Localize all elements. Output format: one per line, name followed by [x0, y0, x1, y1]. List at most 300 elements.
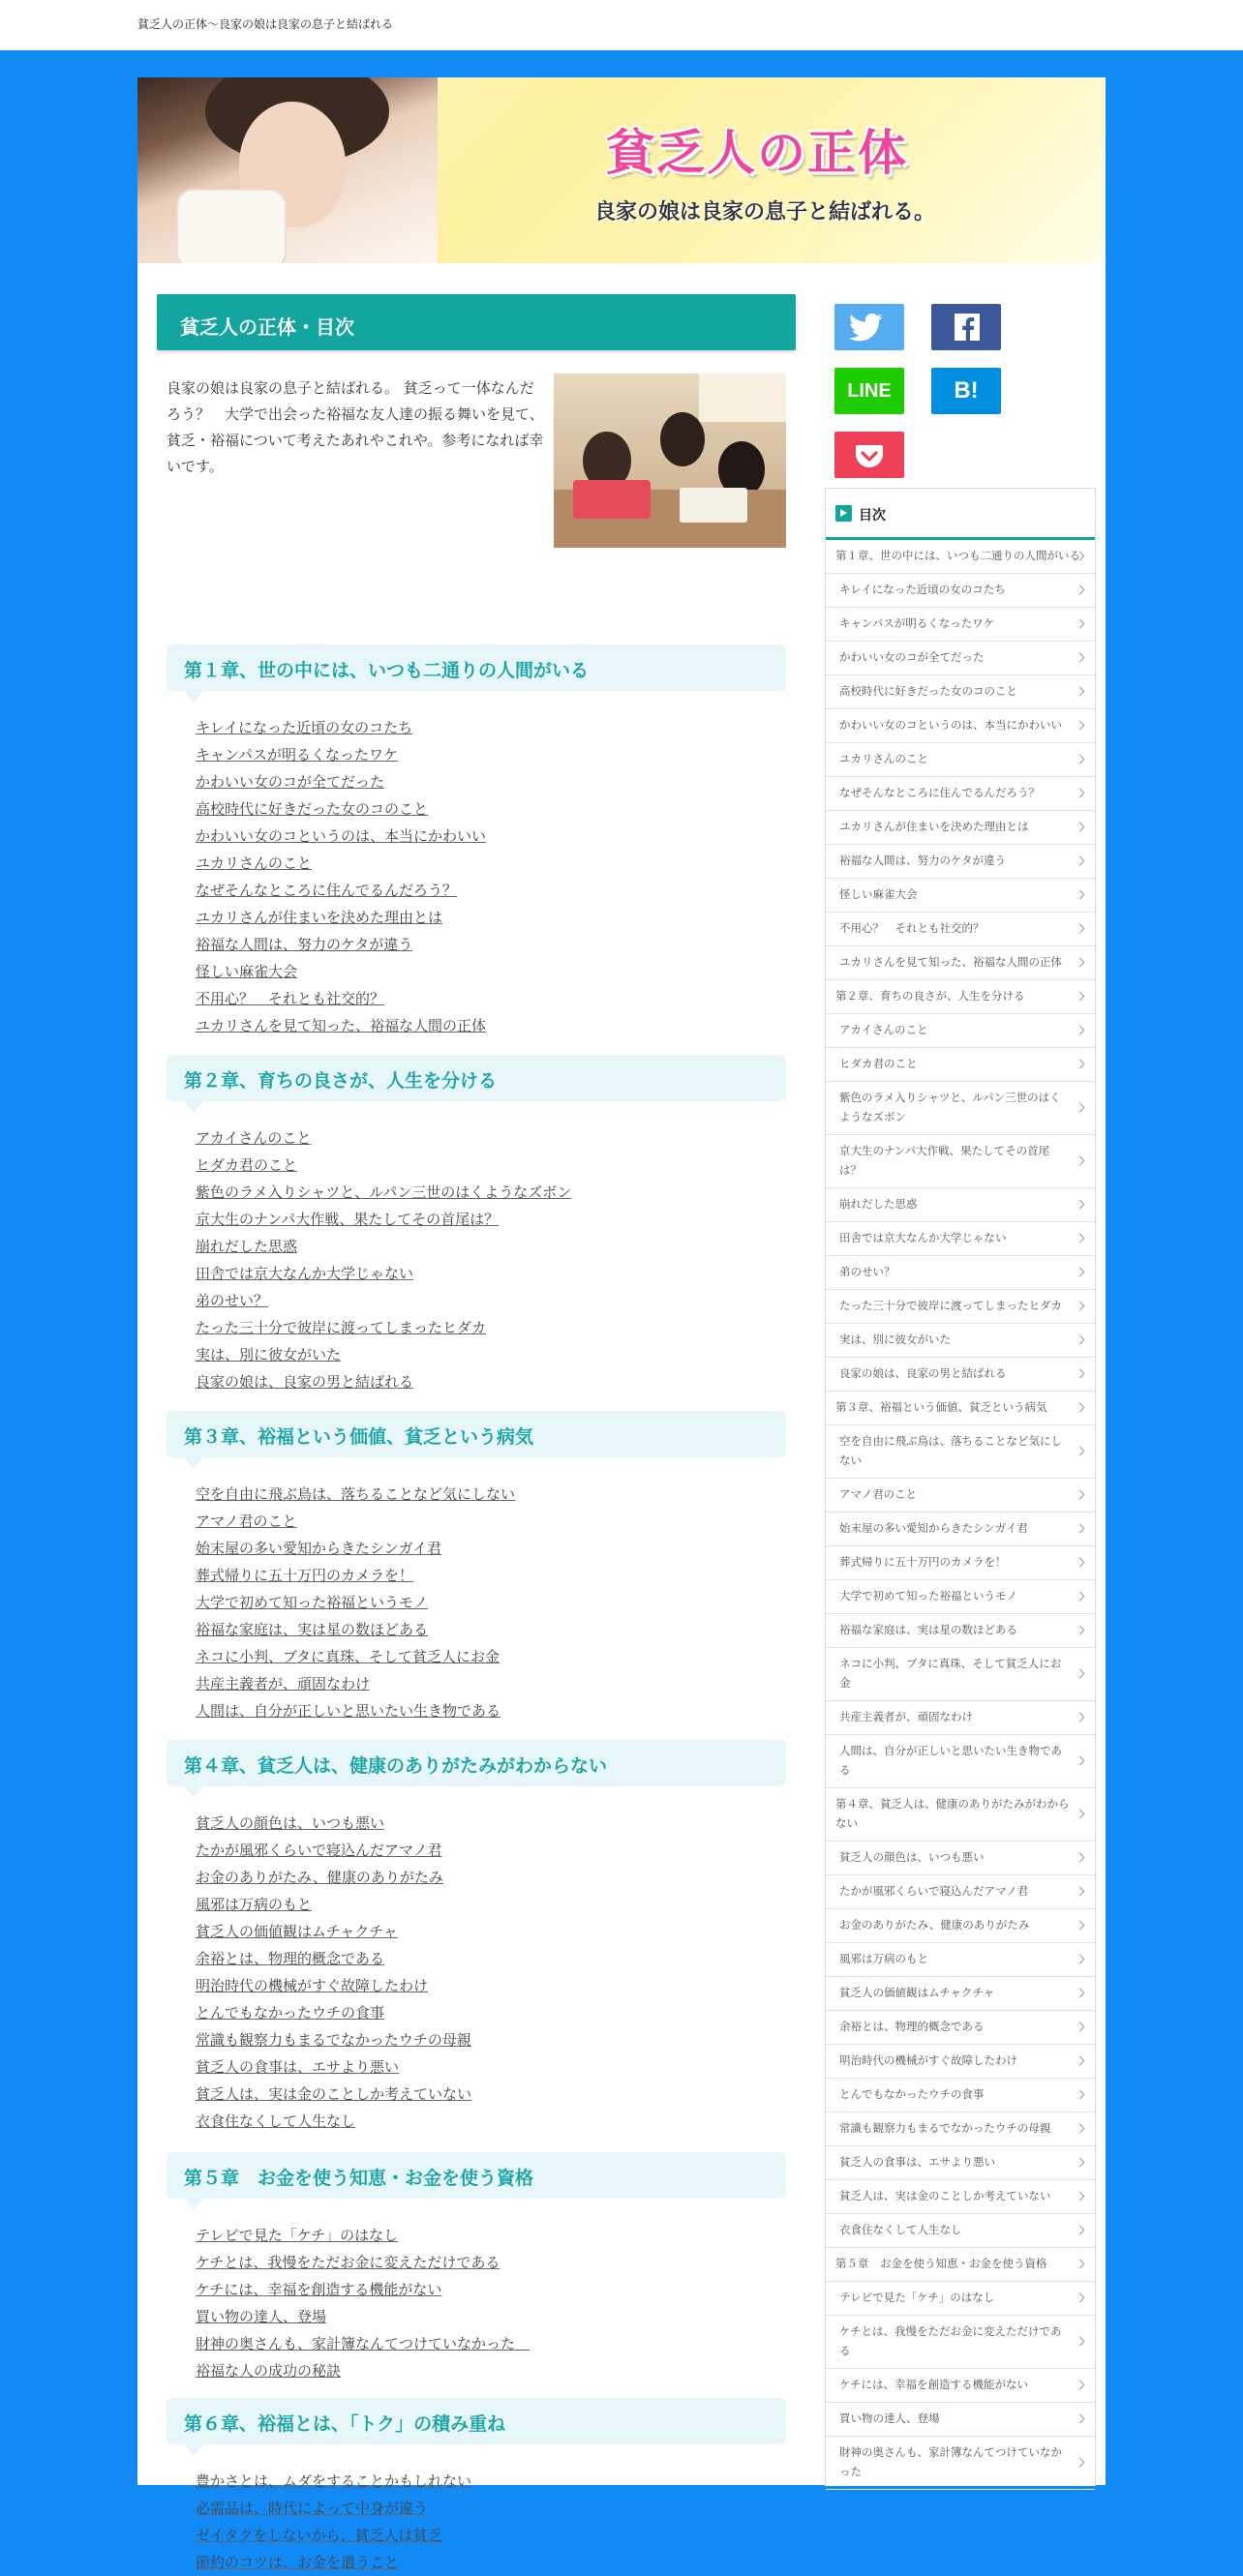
- article-link[interactable]: たかが風邪くらいで寝込んだアマノ君: [196, 1842, 442, 1859]
- chapter-list-item: [196, 1233, 786, 1260]
- chevron-right-icon: [1076, 619, 1085, 629]
- toc-item-label: 買い物の達人、登場: [839, 2411, 940, 2425]
- chevron-right-icon: [1076, 1626, 1085, 1635]
- toc-item-label: お金のありがたみ、健康のありがたみ: [839, 1918, 1030, 1932]
- article-link[interactable]: 必需品は、時代によって中身が違う: [196, 2500, 429, 2517]
- toc-article-link[interactable]: [826, 913, 1095, 946]
- toc-item-label: かわいい女のコというのは、本当にかわいい: [839, 718, 1062, 732]
- chapter-list-item: [196, 1616, 786, 1643]
- toc-article-link[interactable]: [826, 1358, 1095, 1392]
- chevron-right-icon: [1076, 653, 1085, 663]
- intro-text: 良家の娘は良家の息子と結ばれる。 貧乏って一体なんだろう？ 大学で出会った裕福な友人達の振る舞いを見て、貧乏・裕福について考えたあれやこれや。参考になれば幸いです。: [167, 379, 544, 475]
- chevron-right-icon: [1076, 1490, 1085, 1500]
- chapter-list-item: [196, 2026, 786, 2053]
- chevron-right-icon: [1076, 2022, 1085, 2032]
- chapter-list-item: [196, 1508, 786, 1535]
- site-title-link[interactable]: 貧乏人の正体～良家の娘は良家の息子と結ばれる: [137, 17, 394, 31]
- chapter-list-item: [196, 795, 786, 823]
- top-header: [0, 0, 1243, 50]
- chapter-list-item: [196, 1368, 786, 1395]
- toc-article-link[interactable]: [826, 642, 1095, 675]
- chapter-list-item: [196, 1589, 786, 1616]
- toc-article-link[interactable]: [826, 2369, 1095, 2403]
- toc-item-label: 怪しい麻雀大会: [839, 887, 918, 901]
- chapter-list-item: [196, 850, 786, 877]
- toc-article-link[interactable]: [826, 608, 1095, 642]
- chapter-section: [167, 1411, 786, 1724]
- toc-article-link[interactable]: [826, 845, 1095, 879]
- chapter-section: [167, 1055, 786, 1395]
- chevron-right-icon: [1076, 2124, 1085, 2134]
- chapter-list-item: [196, 823, 786, 850]
- chapter-list-item: [196, 768, 786, 795]
- article-link[interactable]: 良家の娘は、良家の男と結ばれる: [196, 1373, 414, 1391]
- chapter-section: [167, 2152, 786, 2384]
- article-link[interactable]: なぜそんなところに住んでるんだろう？: [196, 882, 458, 899]
- chevron-right-icon: [1076, 1524, 1085, 1534]
- toc-article-link[interactable]: [826, 2045, 1095, 2079]
- article-link[interactable]: ユカリさんを見て知った、裕福な人間の正体: [196, 1017, 487, 1034]
- toc-item-label: 不用心？ それとも社交的？: [839, 921, 985, 935]
- chevron-right-icon: [1076, 1989, 1085, 1998]
- chapter-list-item: [196, 1945, 786, 1972]
- toc-article-link[interactable]: [826, 1513, 1095, 1546]
- line-icon: LINE: [847, 380, 892, 402]
- toc-article-link[interactable]: [826, 2146, 1095, 2180]
- toc-item-label: 衣食住なくして人生なし: [839, 2223, 962, 2236]
- chevron-right-icon: [1076, 1403, 1085, 1413]
- toc-article-link[interactable]: [826, 1648, 1095, 1701]
- toc-article-link[interactable]: [826, 1048, 1095, 1082]
- article-link[interactable]: かわいい女のコというのは、本当にかわいい: [196, 827, 487, 845]
- toc-item-label: 大学で初めて知った裕福というモノ: [839, 1589, 1017, 1603]
- chevron-right-icon: [1076, 1669, 1085, 1679]
- article-link[interactable]: アカイさんのこと: [196, 1129, 312, 1147]
- toc-article-link[interactable]: [826, 946, 1095, 980]
- chapter-list-item: [196, 1341, 786, 1368]
- toc-item-label: 共産主義者が、頑固なわけ: [839, 1710, 973, 1723]
- chapter-list-item: [196, 2222, 786, 2249]
- toc-item-label: 人間は、自分が正しいと思いたい生き物である: [839, 1744, 1062, 1777]
- toc-article-link[interactable]: [826, 2403, 1095, 2437]
- toc-item-label: かわいい女のコが全てだった: [839, 650, 985, 664]
- chapter-heading: [167, 644, 786, 691]
- article-link[interactable]: ユカリさんが住まいを決めた理由とは: [196, 909, 443, 926]
- chapter-list-item: [196, 2108, 786, 2135]
- article-link[interactable]: キレイになった近頃の女のコたち: [196, 719, 413, 736]
- chevron-right-icon: [1076, 2158, 1085, 2168]
- chapter-list-item: [196, 2357, 786, 2384]
- twitter-share-button[interactable]: [834, 304, 904, 350]
- toc-article-link[interactable]: [826, 675, 1095, 709]
- toc-item-label: たった三十分で彼岸に渡ってしまったヒダカ: [839, 1299, 1062, 1312]
- article-link[interactable]: 京大生のナンパ大作戦、果たしてその首尾は？: [196, 1211, 500, 1228]
- article-link[interactable]: ネコに小判、ブタに真珠、そして貧乏人にお金: [196, 1648, 500, 1665]
- toc-item-label: 第３章、裕福という価値、貧乏という病気: [835, 1400, 1047, 1414]
- article-link[interactable]: たった三十分で彼岸に渡ってしまったヒダカ: [196, 1319, 487, 1336]
- chapter-list-item: [196, 2330, 786, 2357]
- hatena-icon: B!: [954, 377, 979, 404]
- chevron-right-icon: [1076, 1756, 1085, 1766]
- article-link[interactable]: 実は、別に彼女がいた: [196, 1346, 342, 1363]
- chapter-list-item: [196, 1697, 786, 1724]
- article-link[interactable]: 高校時代に好きだった女のコのこと: [196, 800, 429, 818]
- article-link[interactable]: 裕福な人間は、努力のケタが違う: [196, 936, 413, 953]
- article-link[interactable]: お金のありがたみ、健康のありがたみ: [196, 1869, 443, 1886]
- toc-article-link[interactable]: [826, 1082, 1095, 1135]
- toc-article-link[interactable]: [826, 574, 1095, 608]
- toc-item-label: ユカリさんが住まいを決めた理由とは: [839, 820, 1029, 833]
- chevron-right-icon: [1076, 1268, 1085, 1277]
- chapter-list-item: [196, 2495, 786, 2522]
- chapter-title: 第４章、貧乏人は、健康のありがたみがわからない: [184, 1755, 608, 1777]
- toc-item-label: たかが風邪くらいで寝込んだアマノ君: [839, 1884, 1029, 1898]
- toc-article-link[interactable]: [826, 1701, 1095, 1735]
- toc-item-label: 貧乏人の顔色は、いつも悪い: [839, 1850, 985, 1864]
- chevron-right-icon: [1076, 755, 1085, 764]
- chevron-right-icon: [1076, 585, 1085, 595]
- toc-article-link[interactable]: [826, 1875, 1095, 1909]
- chevron-right-icon: [1076, 1853, 1085, 1863]
- article-link[interactable]: 田舎では京大なんか大学じゃない: [196, 1265, 414, 1282]
- article-link[interactable]: ケチとは、我慢をただお金に変えただけである: [196, 2254, 500, 2271]
- chevron-right-icon: [1076, 992, 1085, 1002]
- toc-article-link[interactable]: [826, 2112, 1095, 2146]
- chapter-list-item: [196, 1972, 786, 1999]
- banner-photo: [137, 77, 438, 263]
- toc-item-label: 崩れだした思惑: [839, 1197, 918, 1211]
- chapter-list-item: [196, 1012, 786, 1039]
- chevron-right-icon: [1076, 2226, 1085, 2235]
- article-link[interactable]: 不用心？ それとも社交的？: [196, 990, 385, 1007]
- toc-article-link[interactable]: [826, 1222, 1095, 1256]
- chevron-right-icon: [1076, 924, 1085, 934]
- chevron-right-icon: [1076, 1887, 1085, 1897]
- toc-article-link[interactable]: [826, 1735, 1095, 1788]
- chevron-right-icon: [1076, 1156, 1085, 1166]
- toc-article-link[interactable]: [826, 879, 1095, 913]
- chevron-right-icon: [1076, 789, 1085, 798]
- chapter-list-item: [196, 1535, 786, 1562]
- toc-article-link[interactable]: [826, 709, 1095, 743]
- chapter-list-item: [196, 2522, 786, 2549]
- toc-article-link[interactable]: [826, 1425, 1095, 1479]
- article-link[interactable]: 買い物の達人、登場: [196, 2308, 327, 2325]
- chevron-right-icon: [1076, 823, 1085, 832]
- chapter-heading: [167, 1740, 786, 1786]
- chapter-title: 第６章、裕福とは、「トク」の積み重ね: [184, 2413, 506, 2435]
- chapter-list-item: [196, 931, 786, 958]
- toc-article-link[interactable]: [826, 1135, 1095, 1188]
- toc-item-label: 高校時代に好きだった女のコのこと: [839, 684, 1017, 698]
- chevron-right-icon: [1076, 2293, 1085, 2303]
- article-link[interactable]: 余裕とは、物理的概念である: [196, 1950, 385, 1967]
- toc-chapter-link[interactable]: [826, 980, 1095, 1014]
- toc-item-label: アカイさんのこと: [839, 1023, 928, 1036]
- toc-item-label: ユカリさんのこと: [839, 752, 928, 765]
- chapter-heading: [167, 1411, 786, 1457]
- chapter-section: [167, 2398, 786, 2576]
- article-link[interactable]: 豊かさとは、ムダをすることかもしれない: [196, 2472, 472, 2490]
- chevron-right-icon: [1076, 1060, 1085, 1069]
- toc-article-link[interactable]: [826, 811, 1095, 845]
- chevron-right-icon: [1076, 1026, 1085, 1035]
- chapter-list-item: [196, 2549, 786, 2576]
- sidebar-toc-heading: 目次: [826, 489, 1095, 540]
- article-link[interactable]: かわいい女のコが全てだった: [196, 773, 385, 791]
- article-link[interactable]: ケチには、幸福を創造する機能がない: [196, 2281, 442, 2298]
- toc-article-link[interactable]: [826, 1909, 1095, 1943]
- toc-item-label: 常識も観察力もまるでなかったウチの母親: [839, 2121, 1051, 2135]
- chapter-list-item: [196, 1179, 786, 1206]
- banner-title: 貧乏人の正体: [606, 125, 908, 181]
- toc-item-label: 葬式帰りに五十万円のカメラを！: [839, 1555, 1007, 1569]
- toc-item-label: 空を自由に飛ぶ鳥は、落ちることなど気にしない: [839, 1434, 1062, 1467]
- toc-item-label: キレイになった近頃の女のコたち: [839, 583, 1006, 596]
- toc-arrow-icon: [835, 505, 852, 522]
- article-link[interactable]: ゼイタクをしないから、貧乏人は貧乏: [196, 2527, 442, 2544]
- toc-article-link[interactable]: [826, 1546, 1095, 1580]
- chevron-right-icon: [1076, 958, 1085, 968]
- article-link[interactable]: 常識も観察力もまるでなかったウチの母親: [196, 2031, 471, 2049]
- article-link[interactable]: 明治時代の機械がすぐ故障したわけ: [196, 1977, 429, 1994]
- chevron-right-icon: [1076, 1200, 1085, 1210]
- chevron-right-icon: [1076, 2192, 1085, 2202]
- chevron-right-icon: [1076, 2090, 1085, 2100]
- article-link[interactable]: アマノ君のこと: [196, 1513, 297, 1530]
- chevron-right-icon: [1076, 1447, 1085, 1456]
- chapter-list-item: [196, 714, 786, 741]
- article-link[interactable]: 共産主義者が、頑固なわけ: [196, 1675, 371, 1692]
- toc-item-label: ケチとは、我慢をただお金に変えただけである: [839, 2324, 1062, 2357]
- article-link[interactable]: 裕福な人の成功の秘訣: [196, 2362, 342, 2380]
- toc-item-label: ネコに小判、ブタに真珠、そして貧乏人にお金: [839, 1657, 1062, 1690]
- header-banner[interactable]: [137, 77, 1106, 263]
- chapter-list-item: [196, 2081, 786, 2108]
- article-link[interactable]: キャンパスが明るくなったワケ: [196, 746, 398, 764]
- chevron-right-icon: [1076, 1103, 1085, 1113]
- article-link[interactable]: 人間は、自分が正しいと思いたい生き物である: [196, 1702, 501, 1720]
- toc-article-link[interactable]: [826, 1842, 1095, 1875]
- toc-item-label: 貧乏人の食事は、エサより悪い: [839, 2155, 995, 2169]
- toc-item-label: 風邪は万病のもと: [839, 1952, 928, 1965]
- line-share-button[interactable]: [834, 368, 904, 414]
- chapter-list-item: [196, 1314, 786, 1341]
- article-link[interactable]: ヒダカ君のこと: [196, 1156, 298, 1174]
- chapter-list-item: [196, 1124, 786, 1152]
- toc-item-label: とんでもなかったウチの食事: [839, 2087, 985, 2101]
- chevron-right-icon: [1076, 2337, 1085, 2347]
- article-link[interactable]: 財神の奥さんも、家計簿なんてつけていなかった: [196, 2335, 531, 2352]
- chevron-right-icon: [1076, 687, 1085, 697]
- toc-chapter-link[interactable]: [826, 1392, 1095, 1425]
- toc-article-link[interactable]: [826, 1290, 1095, 1324]
- chapter-list-item: [196, 741, 786, 768]
- toc-item-label: 第１章、世の中には、いつも二通りの人間がいる: [835, 549, 1080, 562]
- chevron-right-icon: [1076, 1592, 1085, 1602]
- article-link[interactable]: 貧乏人の顔色は、いつも悪い: [196, 1814, 385, 1832]
- toc-item-label: アマノ君のこと: [839, 1487, 918, 1501]
- article-link[interactable]: 弟のせい？: [196, 1292, 269, 1309]
- article-link[interactable]: とんでもなかったウチの食事: [196, 2004, 385, 2022]
- toc-item-label: 実は、別に彼女がいた: [839, 1333, 951, 1346]
- chapter-list-item: [196, 904, 786, 931]
- toc-item-label: 貧乏人は、実は金のことしか考えていない: [839, 2189, 1051, 2202]
- chapter-list-item: [196, 958, 786, 985]
- toc-article-link[interactable]: [826, 1943, 1095, 1977]
- chapter-title: 第１章、世の中には、いつも二通りの人間がいる: [184, 660, 590, 681]
- chapter-title: 第２章、育ちの良さが、人生を分ける: [184, 1070, 498, 1092]
- toc-item-label: 裕福な人間は、努力のケタが違う: [839, 854, 1006, 867]
- chapter-list-item: [196, 877, 786, 904]
- chevron-right-icon: [1076, 1713, 1085, 1722]
- article-link[interactable]: 紫色のラメ入りシャツと、ルパン三世のはくようなズボン: [196, 1183, 572, 1201]
- chapter-list-item: [196, 1562, 786, 1589]
- chapter-heading: [167, 1055, 786, 1101]
- chapter-heading: [167, 2398, 786, 2444]
- article-link[interactable]: テレビで見た「ケチ」のはなし: [196, 2227, 399, 2244]
- article-link[interactable]: 始末屋の多い愛知からきたシンガイ君: [196, 1540, 442, 1557]
- chevron-right-icon: [1076, 1921, 1085, 1931]
- chevron-right-icon: [1076, 2414, 1085, 2424]
- chapter-list-item: [196, 2276, 786, 2303]
- facebook-share-button[interactable]: [931, 304, 1001, 350]
- toc-item-label: 良家の娘は、良家の男と結ばれる: [839, 1366, 1007, 1380]
- chevron-right-icon: [1076, 1810, 1085, 1819]
- article-link[interactable]: 崩れだした思惑: [196, 1238, 298, 1255]
- toc-article-link[interactable]: [826, 1324, 1095, 1358]
- chapter-title: 第５章 お金を使う知恵・お金を使う資格: [184, 2168, 534, 2189]
- article-link[interactable]: ユカリさんのこと: [196, 854, 313, 872]
- chapter-list-item: [196, 2053, 786, 2081]
- toc-chapter-link[interactable]: [826, 1788, 1095, 1842]
- chapter-list-item: [196, 2249, 786, 2276]
- page-container: [137, 77, 1106, 2571]
- chapter-list-item: [196, 1918, 786, 1945]
- chevron-right-icon: [1076, 721, 1085, 731]
- toc-article-link[interactable]: [826, 2214, 1095, 2248]
- toc-item-label: 第２章、育ちの良さが、人生を分ける: [835, 989, 1025, 1003]
- toc-item-label: 財神の奥さんも、家計簿なんてつけていなかった: [839, 2445, 1062, 2478]
- chevron-right-icon: [1076, 1558, 1085, 1568]
- chapter-heading: [167, 2152, 786, 2199]
- chevron-right-icon: [1076, 1369, 1085, 1379]
- article-link[interactable]: 衣食住なくして人生なし: [196, 2112, 356, 2130]
- chapter-list-item: [196, 1260, 786, 1287]
- chevron-right-icon: [1076, 2260, 1085, 2269]
- toc-item-label: テレビで見た「ケチ」のはなし: [839, 2291, 995, 2304]
- toc-article-link[interactable]: [826, 2316, 1095, 2369]
- toc-article-link[interactable]: [826, 2011, 1095, 2045]
- article-link[interactable]: 裕福な家庭は、実は星の数ほどある: [196, 1621, 429, 1638]
- toc-article-link[interactable]: [826, 1614, 1095, 1648]
- chapter-list-item: [196, 1837, 786, 1864]
- toc-item-label: なぜそんなところに住んでるんだろう？: [839, 786, 1040, 799]
- article-link[interactable]: 空を自由に飛ぶ鳥は、落ちることなど気にしない: [196, 1485, 516, 1503]
- article-link[interactable]: 貧乏人の価値観はムチャクチャ: [196, 1923, 398, 1940]
- toc-item-label: 第４章、貧乏人は、健康のありがたみがわからない: [835, 1797, 1070, 1830]
- toc-item-label: ユカリさんを見て知った、裕福な人間の正体: [839, 955, 1062, 969]
- toc-article-link[interactable]: [826, 1580, 1095, 1614]
- article-link[interactable]: 貧乏人は、実は金のことしか考えていない: [196, 2085, 472, 2103]
- toc-article-link[interactable]: [826, 1014, 1095, 1048]
- chapter-list-item: [196, 1810, 786, 1837]
- chapter-list-item: [196, 1999, 786, 2026]
- toc-article-link[interactable]: [826, 743, 1095, 777]
- chevron-right-icon: [1076, 2381, 1085, 2390]
- chevron-right-icon: [1076, 1302, 1085, 1311]
- chapter-list-item: [196, 985, 786, 1012]
- banner-subtitle: 良家の娘は良家の息子と結ばれる。: [594, 200, 936, 225]
- toc-item-label: 弟のせい？: [839, 1265, 895, 1278]
- toc-item-label: 余裕とは、物理的概念である: [839, 2020, 985, 2033]
- toc-item-label: ヒダカ君のこと: [839, 1057, 918, 1070]
- chevron-right-icon: [1076, 1335, 1085, 1345]
- toc-article-link[interactable]: [826, 1977, 1095, 2011]
- toc-item-label: 明治時代の機械がすぐ故障したわけ: [839, 2053, 1017, 2067]
- hatena-share-button[interactable]: [931, 368, 1001, 414]
- article-link[interactable]: 葬式帰りに五十万円のカメラを！: [196, 1567, 414, 1584]
- toc-chapter-link[interactable]: [826, 2248, 1095, 2282]
- toc-article-link[interactable]: [826, 2282, 1095, 2316]
- toc-item-label: 第５章 お金を使う知恵・お金を使う資格: [835, 2257, 1047, 2270]
- chapter-list-item: [196, 1206, 786, 1233]
- chapter-section: [167, 1740, 786, 2135]
- chevron-right-icon: [1076, 856, 1085, 866]
- chevron-right-icon: [1076, 2458, 1085, 2468]
- sidebar-toc: [825, 488, 1096, 2486]
- toc-article-link[interactable]: [826, 2079, 1095, 2112]
- toc-heading: 貧乏人の正体・目次: [157, 294, 796, 350]
- toc-item-label: ケチには、幸福を創造する機能がない: [839, 2378, 1029, 2391]
- article-link[interactable]: 大学で初めて知った裕福というモノ: [196, 1594, 428, 1611]
- article-link[interactable]: 怪しい麻雀大会: [196, 963, 298, 980]
- chapter-list-item: [196, 1864, 786, 1891]
- toc-article-link[interactable]: [826, 1188, 1095, 1222]
- toc-article-link[interactable]: [826, 777, 1095, 811]
- chapter-title: 第３章、裕福という価値、貧乏という病気: [184, 1426, 534, 1448]
- toc-item-label: 京大生のナンパ大作戦、果たしてその首尾は？: [839, 1144, 1050, 1177]
- chapter-list-item: [196, 1891, 786, 1918]
- toc-item-label: キャンパスが明るくなったワケ: [839, 616, 995, 630]
- chapter-list-item: [196, 1152, 786, 1179]
- chevron-right-icon: [1076, 2056, 1085, 2066]
- pocket-share-button[interactable]: [834, 432, 904, 478]
- chevron-right-icon: [1076, 890, 1085, 900]
- chapter-list-item: [196, 2468, 786, 2495]
- chevron-right-icon: [1076, 1955, 1085, 1964]
- chapter-section: [167, 644, 786, 1039]
- chapter-list-item: [196, 1287, 786, 1314]
- chapter-list-item: [196, 2303, 786, 2330]
- toc-item-label: 紫色のラメ入りシャツと、ルパン三世のはくようなズボン: [839, 1091, 1061, 1123]
- intro-photo: [554, 374, 786, 548]
- toc-article-link[interactable]: [826, 1479, 1095, 1513]
- toc-item-label: 裕福な家庭は、実は星の数ほどある: [839, 1623, 1017, 1636]
- chapter-list-item: [196, 1670, 786, 1697]
- toc-article-link[interactable]: [826, 1256, 1095, 1290]
- toc-chapter-link[interactable]: [826, 540, 1095, 574]
- toc-article-link[interactable]: [826, 2437, 1095, 2490]
- article-link[interactable]: 風邪は万病のもと: [196, 1896, 313, 1913]
- article-link[interactable]: 貧乏人の食事は、エサより悪い: [196, 2058, 400, 2076]
- chapter-list-item: [196, 1643, 786, 1670]
- chevron-right-icon: [1076, 1234, 1085, 1243]
- toc-item-label: 田舎では京大なんか大学じゃない: [839, 1231, 1007, 1244]
- toc-article-link[interactable]: [826, 2180, 1095, 2214]
- toc-item-label: 貧乏人の価値観はムチャクチャ: [839, 1986, 995, 1999]
- article-link[interactable]: 節約のコツは、お金を遣うこと: [196, 2554, 400, 2571]
